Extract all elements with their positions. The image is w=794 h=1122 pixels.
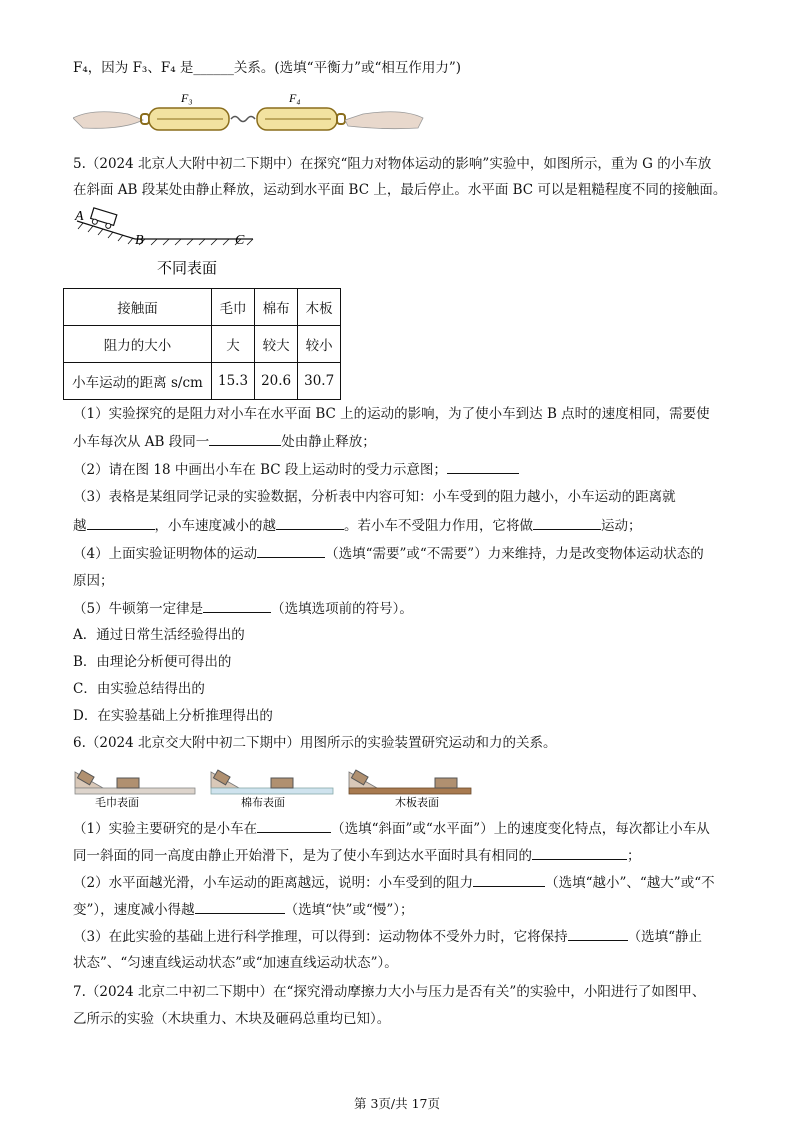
q6-part2-b: 变”），速度减小得越 （选填“快”或“慢”）； bbox=[73, 899, 414, 920]
table-cell: 20.6 bbox=[255, 363, 298, 400]
table-cell: 阻力的大小 bbox=[64, 326, 212, 363]
q5-part2: （2）请在图 18 中画出小车在 BC 段上运动时的受力示意图； bbox=[73, 459, 519, 480]
right-hook bbox=[337, 114, 345, 124]
answer-blank[interactable] bbox=[257, 818, 331, 833]
wood-surface bbox=[349, 788, 471, 794]
table-cell: 30.7 bbox=[298, 363, 341, 400]
q5-part4-b: 原因； bbox=[73, 573, 114, 589]
table-header: 木板 bbox=[298, 289, 341, 326]
q6-part1-b: 同一斜面的同一高度由静止开始滑下，是为了使小车到达水平面时具有相同的 ； bbox=[73, 845, 641, 866]
answer-blank[interactable] bbox=[87, 515, 155, 530]
table-cell: 小车运动的距离 s/cm bbox=[64, 363, 212, 400]
answer-blank[interactable] bbox=[203, 598, 271, 613]
incline-surface bbox=[77, 221, 135, 239]
q4-tail: F₄，因为 F₃、F₄ 是______关系。(选填“平衡力”或“相互作用力”) bbox=[73, 60, 462, 76]
answer-blank[interactable] bbox=[533, 515, 601, 530]
cart-icon bbox=[271, 778, 293, 788]
cart-icon bbox=[435, 778, 457, 788]
cotton-surface bbox=[211, 788, 333, 794]
q6-part3-a: （3）在此实验的基础上进行科学推理，可以得到：运动物体不受外力时，它将保持 （选填“静止 bbox=[73, 926, 702, 947]
q6-part3-b: 状态”、“匀速直线运动状态”或“加速直线运动状态”）。 bbox=[73, 955, 398, 971]
q5-part3-b: 越 ，小车速度减小的越 。若小车不受阻力作用，它将做 运动； bbox=[73, 515, 642, 536]
f4-label: F₄ bbox=[289, 91, 301, 105]
surface-label: 棉布表面 bbox=[241, 796, 285, 809]
answer-blank[interactable] bbox=[532, 845, 627, 860]
friction-table bbox=[63, 288, 341, 400]
left-hook bbox=[141, 114, 149, 124]
option-b: B．由理论分析便可得出的 bbox=[73, 654, 232, 670]
q7-line-1: 7.（2024 北京二中初二下期中）在“探究滑动摩擦力大小与压力是否有关”的实验中，小阳进行了如图甲、 bbox=[73, 984, 706, 1000]
table-row bbox=[64, 326, 341, 363]
q5-intro-2: 在斜面 AB 段某处由静止释放，运动到水平面 BC 上，最后停止。水平面 BC 可以是粗糙程度不同的接触面。 bbox=[73, 182, 727, 198]
table-cell: 15.3 bbox=[212, 363, 255, 400]
label-b: B bbox=[135, 233, 144, 248]
towel-surface bbox=[75, 788, 195, 794]
table-row bbox=[64, 363, 341, 400]
answer-blank[interactable] bbox=[195, 899, 285, 914]
label-c: C bbox=[235, 233, 245, 248]
answer-blank[interactable] bbox=[568, 926, 628, 941]
f3-label: F₃ bbox=[181, 91, 193, 105]
table-header: 接触面 bbox=[64, 289, 212, 326]
right-hand bbox=[345, 112, 423, 129]
spring-scale-figure bbox=[73, 86, 433, 136]
label-a: A bbox=[75, 209, 84, 224]
q6-intro: 6.（2024 北京交大附中初二下期中）用图所示的实验装置研究运动和力的关系。 bbox=[73, 735, 557, 751]
answer-blank[interactable] bbox=[257, 543, 325, 558]
table-header: 棉布 bbox=[255, 289, 298, 326]
q7-line-2: 乙所示的实验（木块重力、木块及砸码总重均已知）。 bbox=[73, 1011, 391, 1027]
cart-icon bbox=[117, 778, 139, 788]
q5-part3-a: （3）表格是某组同学记录的实验数据，分析表中内容可知：小车受到的阻力越小，小车运动的距离就 bbox=[73, 489, 676, 505]
connector bbox=[231, 117, 255, 122]
table-cell: 较大 bbox=[255, 326, 298, 363]
answer-blank[interactable] bbox=[209, 431, 281, 446]
ground-hatch bbox=[78, 223, 253, 245]
q6-part2-a: （2）水平面越光滑，小车运动的距离越远，说明：小车受到的阻力 （选填“越小”、“越大”或“不 bbox=[73, 872, 715, 893]
q5-part4-a: （4）上面实验证明物体的运动 （选填“需要”或“不需要”）力来维持，力是改变物体运动状态的 bbox=[73, 543, 704, 564]
option-c: C．由实验总结得出的 bbox=[73, 681, 205, 697]
page-footer: 第 3页/共 17页 bbox=[353, 1096, 441, 1111]
q5-part1-a: （1）实验探究的是阻力对小车在水平面 BC 上的运动的影响，为了使小车到达 B 点时的速度相同，需要使 bbox=[73, 406, 710, 422]
answer-blank[interactable] bbox=[276, 515, 344, 530]
table-cell: 较小 bbox=[298, 326, 341, 363]
q5-intro-1: 5.（2024 北京人大附中初二下期中）在探究“阻力对物体运动的影响”实验中，如图所示，重为 G 的小车放 bbox=[73, 156, 712, 172]
q5-part1-b: 小车每次从 AB 段同一 处由静止释放； bbox=[73, 431, 376, 452]
answer-blank[interactable] bbox=[473, 872, 545, 887]
table-header: 毛巾 bbox=[212, 289, 255, 326]
q5-part5: （5）牛顿第一定律是 （选填选项前的符号）。 bbox=[73, 598, 413, 619]
answer-blank[interactable] bbox=[447, 459, 519, 474]
three-surfaces-figure bbox=[73, 758, 473, 810]
option-a: A．通过日常生活经验得出的 bbox=[73, 627, 245, 643]
incline-figure bbox=[73, 207, 263, 279]
surface-label: 毛巾表面 bbox=[95, 796, 139, 809]
table-header-row bbox=[64, 289, 341, 326]
q6-part1-a: （1）实验主要研究的是小车在 （选填“斜面”或“水平面”）上的速度变化特点，每次都让小车从 bbox=[73, 818, 710, 839]
option-d: D．在实验基础上分析推理得出的 bbox=[73, 708, 273, 724]
surface-caption: 不同表面 bbox=[157, 259, 218, 277]
left-hand bbox=[73, 112, 143, 129]
table-cell: 大 bbox=[212, 326, 255, 363]
surface-label: 木板表面 bbox=[395, 796, 439, 809]
